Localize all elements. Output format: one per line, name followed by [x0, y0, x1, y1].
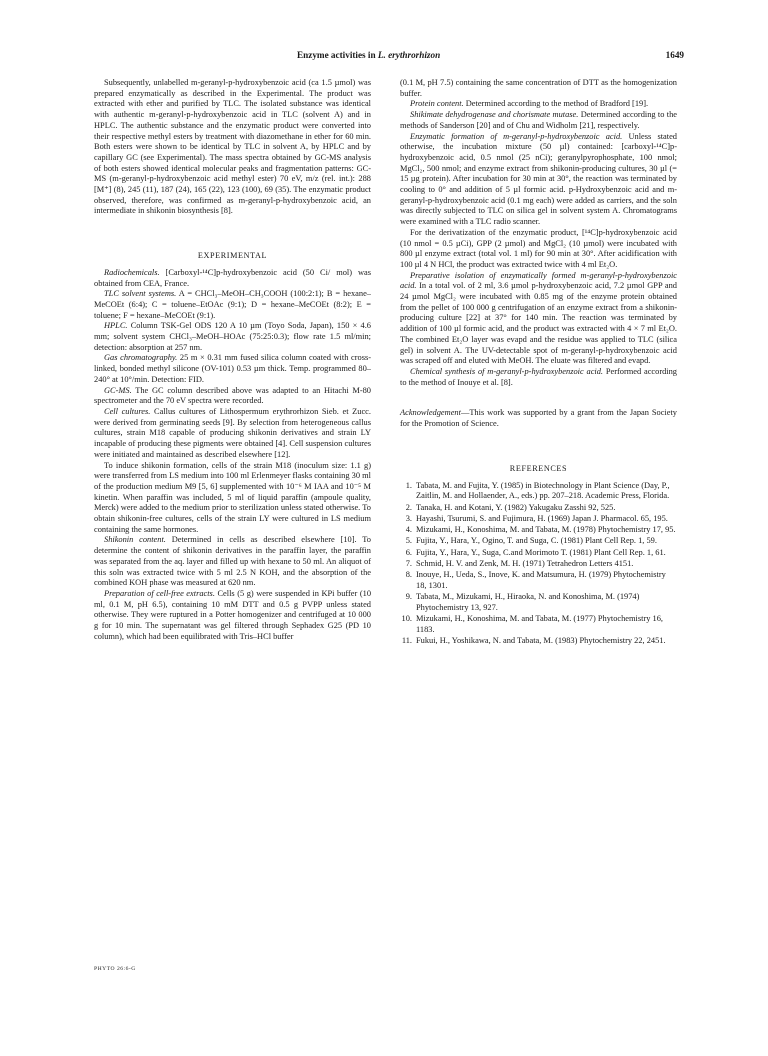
chemical-synthesis-paragraph: Chemical synthesis of m-geranyl-p-hydroxybenzoic acid. Performed according to the method of Inouye et al. [8]. [400, 366, 677, 387]
tlc-paragraph: TLC solvent systems. A = CHCl₃–MeOH–CH₃COOH (100:2:1); B = hexane–MeCOEt (6:4); C = toluene–EtOAc (9:1); D = hexane–MeCOEt (8:2); E = toluene; F = hexane–MeCOEt (9:1). [94, 289, 371, 320]
running-title-text: Enzyme activities in [297, 50, 378, 60]
results-paragraph: Subsequently, unlabelled m-geranyl-p-hydroxybenzoic acid (ca 1.5 µmol) was prepared enzymatically as described in the Experimental. The product was extracted with ether and purified by TLC. The isolated substance was identical with authentic m-geranyl-p-hydroxybenzoic acid in TLC (solvent A) and in HPLC. The authentic substance and the enzymatic product were converted into their respective methyl esters by treatment with diazomethane in ether for 60 min. Both esters were shown to be identical by TLC in solvent A, by HPLC and by capillary GC (see Experimental). The mass spectra obtained by GC-MS analysis of both esters showed identical molecular peaks and fragmentation patterns: GC-MS (m-geranyl-p-hydroxybenzoic acid methyl ester) 70 eV, m/z (rel. int.): 288 [M⁺] (8), 245 (11), 187 (24), 165 (22), 123 (100), 69 (35). The enzymatic product observed, therefore, was confirmed as m-geranyl-p-hydroxybenzoic acid, an intermediate in shikonin biosynthesis [8]. [94, 78, 371, 216]
reference-item: 8. Inouye, H., Ueda, S., Inove, K. and Matsumura, H. (1979) Phytochemistry 18, 1301. [405, 570, 666, 590]
cell-cultures-paragraph: Cell cultures. Callus cultures of Lithospermum erythrorhizon Sieb. et Zucc. were derived from germinating seeds [9]. By selection from heterogeneous callus cultures, strain M18 capable of producing shikonin derivatives and strain LY incapable of producing these pigments were obtained [4]. Cell suspension cultures were initiated and maintained as described elsewhere [12]. [94, 406, 371, 459]
footer-code: PHYTO 26:6-G [94, 966, 136, 972]
reference-item: 6. Fujita, Y., Hara, Y., Suga, C.and Morimoto T. (1981) Plant Cell Rep. 1, 61. [405, 547, 666, 557]
reference-item: 2. Tanaka, H. and Kotani, Y. (1982) Yakugaku Zasshi 92, 525. [405, 502, 616, 512]
reference-item: 4. Mizukami, H., Konoshima, M. and Tabata, M. (1978) Phytochemistry 17, 95. [405, 525, 676, 535]
induction-paragraph: To induce shikonin formation, cells of the strain M18 (inoculum size: 1.1 g) were transferred from LS medium into 100 ml Erlenmeyer flasks containing 30 ml of the production medium M9 [5, 6] supplemented with 10⁻⁶ M IAA and 10⁻⁵ M kinetin. When paraffin was included, 5 ml of liquid paraffin (ampoule quality, Merck) were added to the medium prior to sterilization unless stated otherwise. To obtain shikonin-free cultures, cells of the strain LY were cultured in LS medium containing the same hormones. [94, 460, 371, 534]
reference-item: 7. Schmid, H. V. and Zenk, M. H. (1971) Tetrahedron Letters 4151. [405, 558, 634, 568]
protein-content-paragraph: Protein content. Determined according to the method of Bradford [19]. [410, 99, 649, 109]
reference-item: 5. Fujita, Y., Hara, Y., Ogino, T. and Suga, C. (1981) Plant Cell Rep. 1, 59. [405, 536, 657, 546]
experimental-heading: EXPERIMENTAL [197, 251, 268, 261]
reference-item: 1. Tabata, M. and Fujita, Y. (1985) in Biotechnology in Plant Science (Day, P., Zaitlin, M. and Hollaender, A., eds.) pp. 207–218. Academic Press, Florida. [405, 480, 670, 501]
continuation-paragraph: (0.1 M, pH 7.5) containing the same concentration of DTT as the homogenization buffer. [400, 78, 677, 98]
acknowledgement-paragraph: Acknowledgement—This work was supported by a grant from the Japan Society for the Promotion of Science. [400, 408, 677, 429]
reference-list [400, 481, 677, 647]
running-title-species: L. erythrorhizon [377, 50, 441, 60]
reference-item: 11. Fukui, H., Yoshikawa, N. and Tabata, M. (1983) Phytochemistry 22, 2451. [401, 636, 666, 646]
cell-free-extracts-paragraph: Preparation of cell-free extracts. Cells (5 g) were suspended in KPi buffer (10 ml, 0.1 M, pH 6.5), containing 10 mM DTT and 0.5 g PVPP unless stated otherwise. They were ruptured in a Potter homogenizer and centrifuged at 10 000 g for 10 min. The supernatant was gel filtered through Sephadex G25 (PD 10 column), which had been equilibrated with Tris–HCl buffer [94, 588, 372, 641]
left-column [94, 78, 371, 642]
references-heading: REFERENCES [509, 463, 568, 473]
gcms-paragraph: GC-MS. The GC column described above was adapted to an Hitachi M-80 spectrometer and the 70 eV spectra were recorded. [94, 385, 371, 406]
page-number: 1649 [665, 50, 684, 60]
shikimate-paragraph: Shikimate dehydrogenase and chorismate mutase. Determined according to the methods of Sanderson [20] and of Chu and Widholm [21], respectively. [400, 110, 678, 130]
running-title [297, 50, 440, 60]
reference-item: 9. Tabata, M., Mizukami, H., Hiraoka, N. and Konoshima, M. (1974) Phytochemistry 13, 927. [405, 592, 640, 612]
derivatization-paragraph: For the derivatization of the enzymatic product, [¹⁴C]p-hydroxybenzoic acid (10 nmol = 0.5 µCi), GPP (2 µmol) and MgCl₂ (10 µmol) were incubated with 800 µl enzyme extract (total vol. 1 ml) for 90 min at 30°. After acidification with 100 µl 4 N HCl, the product was extracted twice with 4 ml Et₂O. [400, 227, 677, 269]
enzymatic-formation-paragraph: Enzymatic formation of m-geranyl-p-hydroxybenzoic acid. Unless stated otherwise, the incubation mixture (50 µl) contained: [carboxyl-¹⁴C]p-hydroxybenzoic acid, 0.5 nmol (25 nCi); geranylpyrophosphate, 100 nmol; MgCl₂, 500 nmol; and enzyme extract from shikonin-producing cultures, 30 µl (= 15 µg protein). After incubation for 30 min at 30°, the reaction was terminated by cooling to 0° and addition of 5 µl formic acid. p-Hydroxybenzoic acid and m-geranyl-p-hydroxybenzoic acid (0.1 mg each) were added as carriers, and the soln was directly subjected to TLC on silica gel in solvent system A. Chromatograms were examined with a TLC radio scanner. [400, 131, 677, 227]
reference-item: 3. Hayashi, Tsurumi, S. and Fujimura, H. (1969) Japan J. Pharmacol. 65, 195. [405, 513, 668, 523]
reference-item: 10. Mizukami, H., Konoshima, M. and Tabata, M. (1977) Phytochemistry 16, 1183. [401, 614, 663, 634]
hplc-paragraph: HPLC. Column TSK-Gel ODS 120 A 10 µm (Toyo Soda, Japan), 150 × 4.6 mm; solvent system CHCl₃–MeOH–HOAc (75:25:0.3); flow rate 1.5 ml/min; detection: absorption at 257 nm. [94, 321, 371, 352]
preparative-isolation-paragraph: Preparative isolation of enzymatically formed m-geranyl-p-hydroxybenzoic acid. In a total vol. of 2 ml, 3.6 µmol p-hydroxybenzoic acid, 7.2 µmol GPP and 24 µmol MgCl₂ were incubated with 0.85 mg of the enzyme protein obtained from the pellet of 100 000 g centrifugation of an enzyme extract from a shikonin-producing culture [22] at 37° for 140 min. The reaction was terminated by addition of 100 µl formic acid, and the product was extracted with 4 × 7 ml Et₂O. The combined Et₂O layer was evapd and the residue was applied to TLC (silica gel) in solvent A. The UV-detectable spot of m-geranyl-p-hydroxybenzoic acid was scraped off and eluted with MeOH. The eluate was filtered and evapd. [400, 270, 677, 366]
shikonin-content-paragraph: Shikonin content. Determined in cells as described elsewhere [10]. To determine the content of shikonin derivatives in the paraffin layer, the paraffin was separated from the aq. layer and filled up with hexane to 50 ml. An aliquot of this soln was extracted twice with 5 ml 2.5 N KOH, and the absorption of the combined KOH phase was measured at 620 nm. [94, 535, 371, 588]
radiochemicals-paragraph: Radiochemicals. [Carboxyl-¹⁴C]p-hydroxybenzoic acid (50 Ci/ mol) was obtained from CEA, France. [94, 267, 371, 288]
right-column [400, 78, 677, 648]
running-header [92, 50, 684, 64]
gc-paragraph: Gas chromatography. 25 m × 0.31 mm fused silica column coated with cross-linked, bonded methyl silicone (OV-101) 0.53 µm thick. Temp. programmed 80–240° at 10°/min. Detection: FID. [94, 353, 372, 384]
